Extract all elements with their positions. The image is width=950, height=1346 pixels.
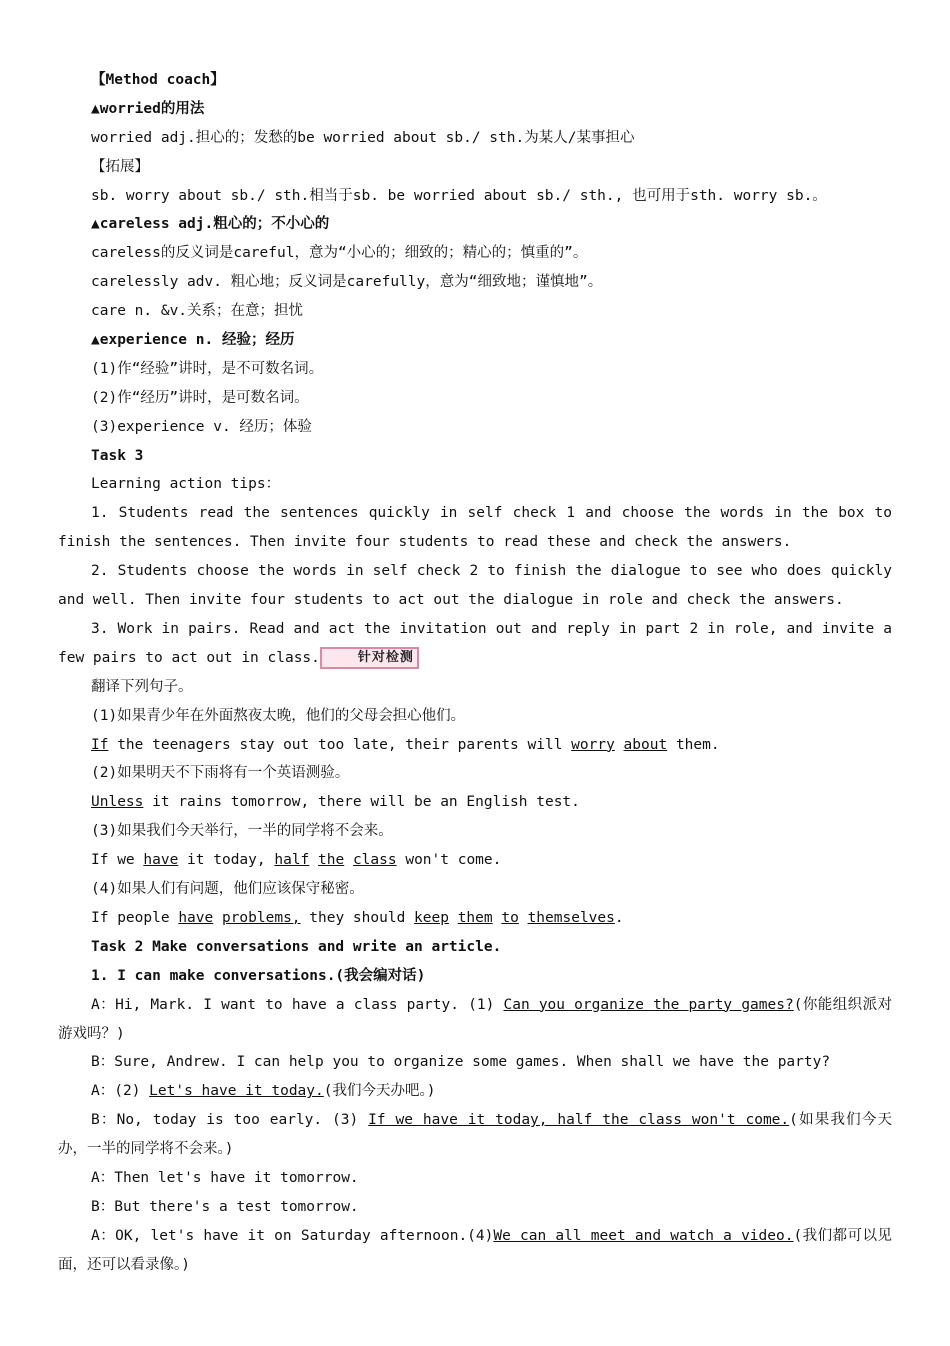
q1-answer xyxy=(58,731,892,760)
q2-answer xyxy=(58,788,892,817)
answer-blank: Can you organize the party games? xyxy=(503,996,794,1013)
answer-text: it today, xyxy=(187,852,266,869)
q4-answer xyxy=(58,904,892,933)
dialogue-line-6: B：But there's a test tomorrow. xyxy=(91,1198,359,1215)
dialogue-text: A：OK, let's have it on Saturday afternoon.(4) xyxy=(91,1227,494,1244)
answer-blank: Unless xyxy=(91,794,144,811)
answer-text: . xyxy=(614,909,624,926)
q2-chinese: (2)如果明天不下雨将有一个英语测验。 xyxy=(91,765,350,782)
q3-chinese: (3)如果我们今天举行，一半的同学将不会来。 xyxy=(91,823,393,840)
q1-chinese: (1)如果青少年在外面熬夜太晚，他们的父母会担心他们。 xyxy=(91,707,466,724)
task2-title: Task 2 Make conversations and write an article. xyxy=(91,938,502,955)
tip-1: 1. Students read the sentences quickly in self check 1 and choose the words in the box to finish the sentences. Then invite four students to read these and check the answers. xyxy=(58,505,892,551)
dialogue-text: A：(2) xyxy=(91,1083,141,1100)
worried-heading: ▲worried的用法 xyxy=(91,100,205,117)
dialogue-line-3 xyxy=(58,1077,892,1106)
answer-blank: them xyxy=(457,909,493,926)
dialogue-line-2: B：Sure, Andrew. I can help you to organize some games. When shall we have the party? xyxy=(91,1054,831,1071)
extend-usage: sb. worry about sb./ sth.相当于sb. be worried about sb./ sth., 也可用于sth. worry sb.。 xyxy=(91,187,827,204)
q3-answer xyxy=(58,846,892,875)
careless-note-1: careless的反义词是careful，意为“小心的；细致的；精心的；慎重的”。 xyxy=(91,245,588,262)
tip-3 xyxy=(58,615,892,673)
answer-blank: have xyxy=(143,852,179,869)
answer-text: they should xyxy=(309,909,406,926)
answer-blank: class xyxy=(352,852,397,869)
tips-label: Learning action tips： xyxy=(91,476,281,493)
task3-title: Task 3 xyxy=(91,447,144,464)
answer-blank: about xyxy=(623,736,668,753)
dialogue-gloss: (我们都可以见面，还可以看录像。) xyxy=(58,1227,892,1273)
careless-note-3: care n. &v.关系；在意；担忧 xyxy=(91,303,304,320)
answer-blank: to xyxy=(501,909,519,926)
experience-note-2: (2)作“经历”讲时，是可数名词。 xyxy=(91,389,309,406)
dialogue-line-7 xyxy=(58,1222,892,1280)
answer-text: the teenagers stay out too late, their parents will xyxy=(117,736,563,753)
tip-2: 2. Students choose the words in self check 2 to finish the dialogue to see who does quickly and well. Then invite four students to act out the dialogue in role and check the answers. xyxy=(58,563,892,609)
dialogue-gloss: (我们今天办吧。) xyxy=(323,1083,436,1100)
dialogue-text: B：No, today is too early. (3) xyxy=(91,1112,359,1129)
answer-blank: worry xyxy=(571,736,615,753)
dialogue-gloss: (你能组织派对游戏吗？) xyxy=(58,996,892,1042)
answer-blank: half xyxy=(274,852,310,869)
dialogue-line-1 xyxy=(58,991,892,1049)
answer-blank: If xyxy=(91,736,109,753)
answer-blank: the xyxy=(318,852,345,869)
answer-blank: keep xyxy=(414,909,449,926)
experience-note-3: (3)experience v. 经历；体验 xyxy=(91,418,312,435)
answer-text: If people xyxy=(91,909,170,926)
dialogue-line-5: A：Then let's have it tomorrow. xyxy=(91,1170,359,1186)
dialogue-line-4 xyxy=(58,1106,892,1164)
answer-text: them. xyxy=(675,736,720,753)
careless-heading: ▲careless adj.粗心的；不小心的 xyxy=(91,216,330,233)
dialogue-gloss: (如果我们今天办，一半的同学将不会来。) xyxy=(58,1112,893,1158)
careless-note-2: carelessly adv. 粗心地；反义词是carefully，意为“细致地；谨慎地”。 xyxy=(91,274,603,291)
answer-blank: problems, xyxy=(221,909,301,926)
document-page xyxy=(58,66,892,1280)
extend-heading: 【拓展】 xyxy=(91,158,149,175)
worried-usage: worried adj.担心的；发愁的be worried about sb./ sth.为某人/某事担心 xyxy=(91,129,635,146)
check-badge: 针对检测 xyxy=(320,647,419,669)
answer-text: won't come. xyxy=(405,852,502,869)
experience-heading: ▲experience n. 经验；经历 xyxy=(91,332,295,349)
answer-blank: We can all meet and watch a video. xyxy=(493,1227,794,1244)
conversation-heading: 1. I can make conversations.(我会编对话) xyxy=(91,967,426,984)
answer-blank: themselves xyxy=(527,909,615,926)
translate-heading: 翻译下列句子。 xyxy=(91,678,193,695)
dialogue-text: A：Hi, Mark. I want to have a class party. (1) xyxy=(91,996,495,1013)
answer-blank: If we have it today, half the class won't come. xyxy=(368,1112,790,1129)
answer-blank: have xyxy=(178,909,214,926)
experience-note-1: (1)作“经验”讲时，是不可数名词。 xyxy=(91,360,324,377)
q4-chinese: (4)如果人们有问题，他们应该保守秘密。 xyxy=(91,881,364,898)
method-coach-heading: 【Method coach】 xyxy=(91,72,225,88)
answer-text: it rains tomorrow, there will be an English test. xyxy=(152,794,580,811)
answer-text: If we xyxy=(91,852,135,869)
answer-blank: Let's have it today. xyxy=(149,1083,324,1100)
tip-3-text: 3. Work in pairs. Read and act the invitation out and reply in part 2 in role, and invite a few pairs to act out in class. xyxy=(58,620,892,666)
